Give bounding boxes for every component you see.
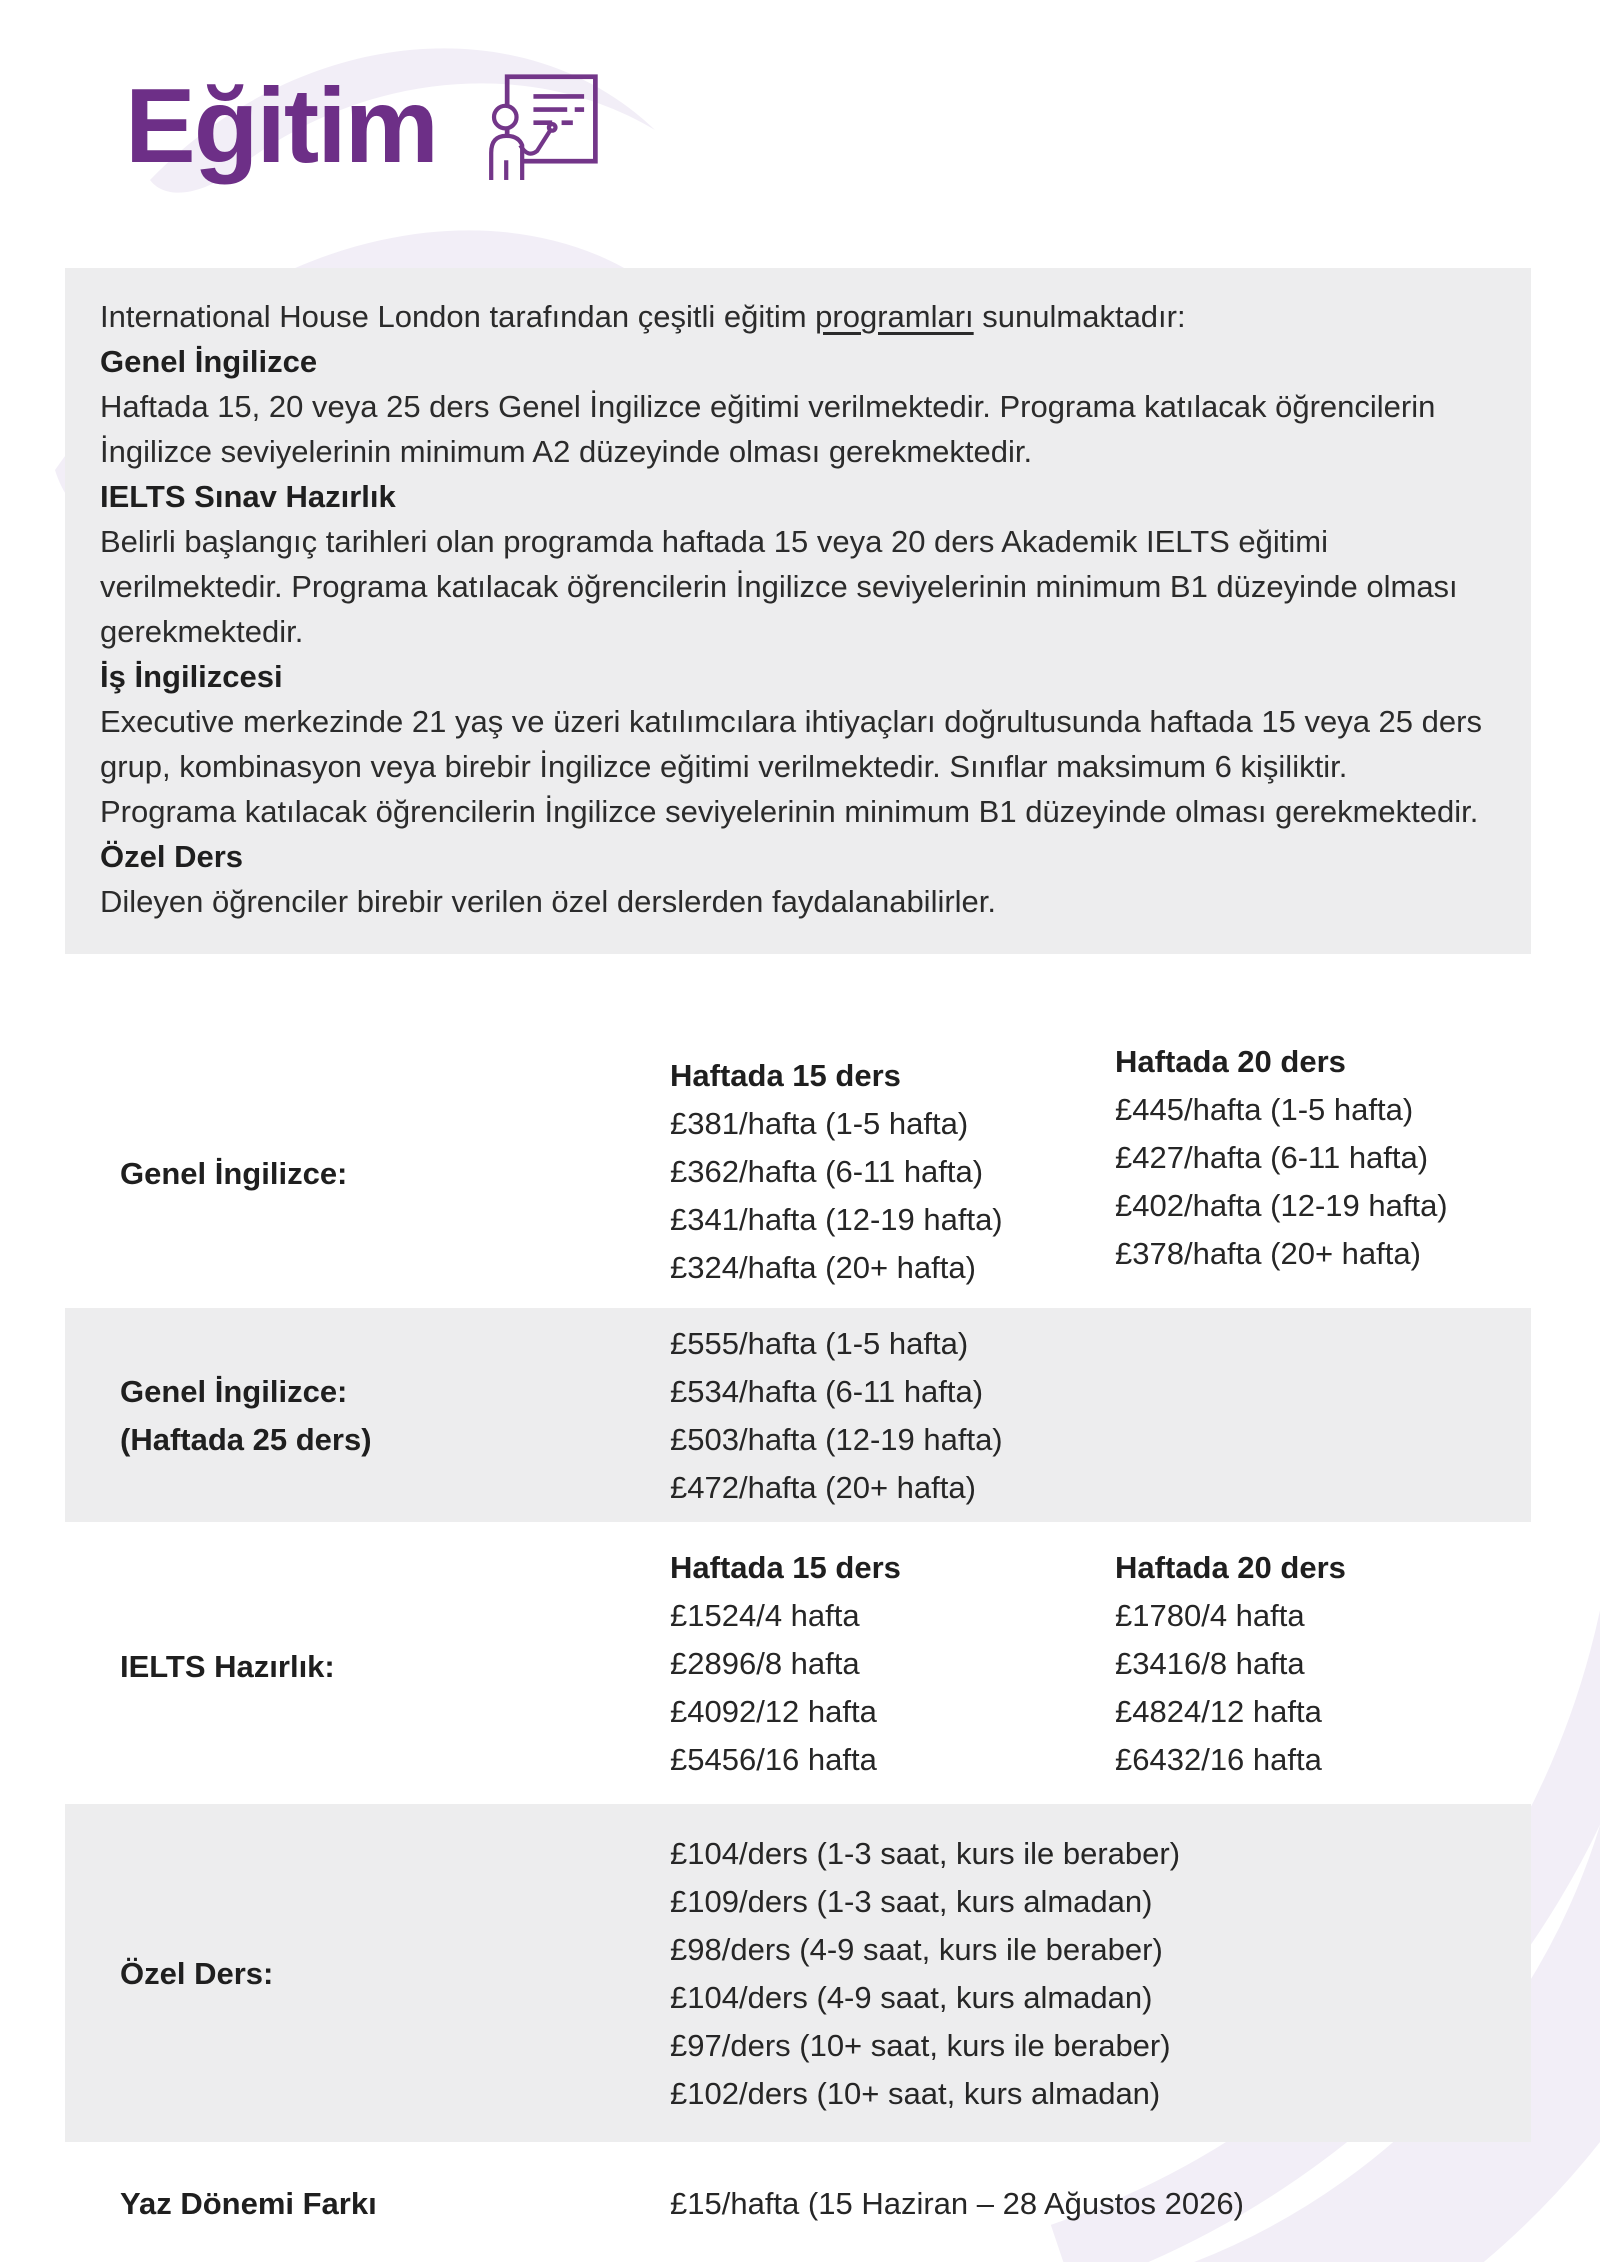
price-line: £378/hafta (20+ hafta) [1115,1236,1421,1271]
section-heading-is-ingilizcesi: İş İngilizcesi [100,659,283,694]
intro-lead-pre: International House London tarafından çeşitli eğitim [100,299,816,334]
price-line: £1524/4 hafta [670,1598,860,1633]
price-line: £1780/4 hafta [1115,1598,1305,1633]
column-header: Haftada 20 ders [1115,1550,1346,1585]
price-line: £445/hafta (1-5 hafta) [1115,1092,1414,1127]
page-header [125,67,601,185]
column-header: Haftada 20 ders [1115,1044,1346,1079]
row-label: IELTS Hazırlık: [120,1649,335,1684]
intro-panel [65,268,1531,954]
price-line: £4824/12 hafta [1115,1694,1322,1729]
pricing-row-genel-ingilizce [65,1028,1531,1308]
row-label: Genel İngilizce: [120,1156,348,1191]
price-line: £381/hafta (1-5 hafta) [670,1106,969,1141]
price-line: £109/ders (1-3 saat, kurs almadan) [670,1884,1153,1919]
presentation-teacher-icon [479,72,601,180]
price-column-15-ders [670,1052,1115,1296]
section-body-ozel-ders: Dileyen öğrenciler birebir verilen özel derslerden faydalanabilirler. [100,884,997,919]
pricing-row-ielts [65,1522,1531,1804]
price-line: £5456/16 hafta [670,1742,877,1777]
pricing-row-genel-ingilizce-25 [65,1308,1531,1522]
pricing-row-ozel-ders [65,1804,1531,2142]
intro-lead-underlined: programları [815,299,974,334]
price-line: £3416/8 hafta [1115,1646,1305,1681]
intro-lead-post: sunulmaktadır: [973,299,1186,334]
price-line: £104/ders (4-9 saat, kurs almadan) [670,1980,1153,2015]
pricing-table [65,1028,1531,2248]
price-line: £97/ders (10+ saat, kurs ile beraber) [670,2028,1171,2063]
price-line: £427/hafta (6-11 hafta) [1115,1140,1429,1175]
row-label [65,1368,670,1464]
section-heading-ielts: IELTS Sınav Hazırlık [100,479,396,514]
price-column-25-ders [670,1320,1115,1512]
price-column-20-ders [1115,1544,1531,1790]
price-line: £324/hafta (20+ hafta) [670,1250,976,1285]
section-body-genel-ingilizce: Haftada 15, 20 veya 25 ders Genel İngilizce eğitimi verilmektedir. Programa katılacak öğrencilerin İngilizce seviyelerinin minimum A2 düzeyinde olması gerekmektedir. [100,389,1436,469]
row-label: Özel Ders: [120,1956,274,1991]
price-line: £503/hafta (12-19 hafta) [670,1422,1003,1457]
price-line: £6432/16 hafta [1115,1742,1322,1777]
price-line: £402/hafta (12-19 hafta) [1115,1188,1448,1223]
page-title: Eğitim [125,67,437,185]
price-column-20-ders [1115,1038,1531,1296]
row-label: Yaz Dönemi Farkı [120,2186,377,2221]
price-line: £2896/8 hafta [670,1646,860,1681]
price-line: £362/hafta (6-11 hafta) [670,1154,984,1189]
section-body-ielts: Belirli başlangıç tarihleri olan programda haftada 15 veya 20 ders Akademik IELTS eğitimi verilmektedir. Programa katılacak öğrencilerin İngilizce seviyelerinin minimum B1 düzeyinde olması gerekmektedir. [100,524,1458,649]
price-line: £555/hafta (1-5 hafta) [670,1326,969,1361]
section-body-is-ingilizcesi: Executive merkezinde 21 yaş ve üzeri katılımcılara ihtiyaçları doğrultusunda haftada 15 veya 25 ders grup, kombinasyon veya birebir İngilizce eğitimi verilmektedir. Sınıflar maksimum 6 kişiliktir. Programa katılacak öğrencilerin İngilizce seviyelerinin minimum B1 düzeyinde olması gerekmektedir. [100,704,1482,829]
price-line: £104/ders (1-3 saat, kurs ile beraber) [670,1836,1181,1871]
row-label-line: (Haftada 25 ders) [120,1422,372,1457]
price-column-ozel-ders [670,1830,1531,2118]
price-line: £472/hafta (20+ hafta) [670,1470,976,1505]
intro-lead [100,294,1486,339]
price-line: £4092/12 hafta [670,1694,877,1729]
price-line: £534/hafta (6-11 hafta) [670,1374,984,1409]
price-column-empty [1115,1320,1531,1512]
pricing-row-yaz-donemi [65,2142,1531,2248]
section-heading-genel-ingilizce: Genel İngilizce [100,344,318,379]
summer-surcharge-value: £15/hafta (15 Haziran – 28 Ağustos 2026) [670,2186,1244,2221]
row-label-line: Genel İngilizce: [120,1374,348,1409]
price-line: £98/ders (4-9 saat, kurs ile beraber) [670,1932,1163,1967]
price-line: £102/ders (10+ saat, kurs almadan) [670,2076,1161,2111]
column-header: Haftada 15 ders [670,1550,901,1585]
section-heading-ozel-ders: Özel Ders [100,839,244,874]
price-line: £341/hafta (12-19 hafta) [670,1202,1003,1237]
price-column-15-ders [670,1544,1115,1790]
column-header: Haftada 15 ders [670,1058,901,1093]
